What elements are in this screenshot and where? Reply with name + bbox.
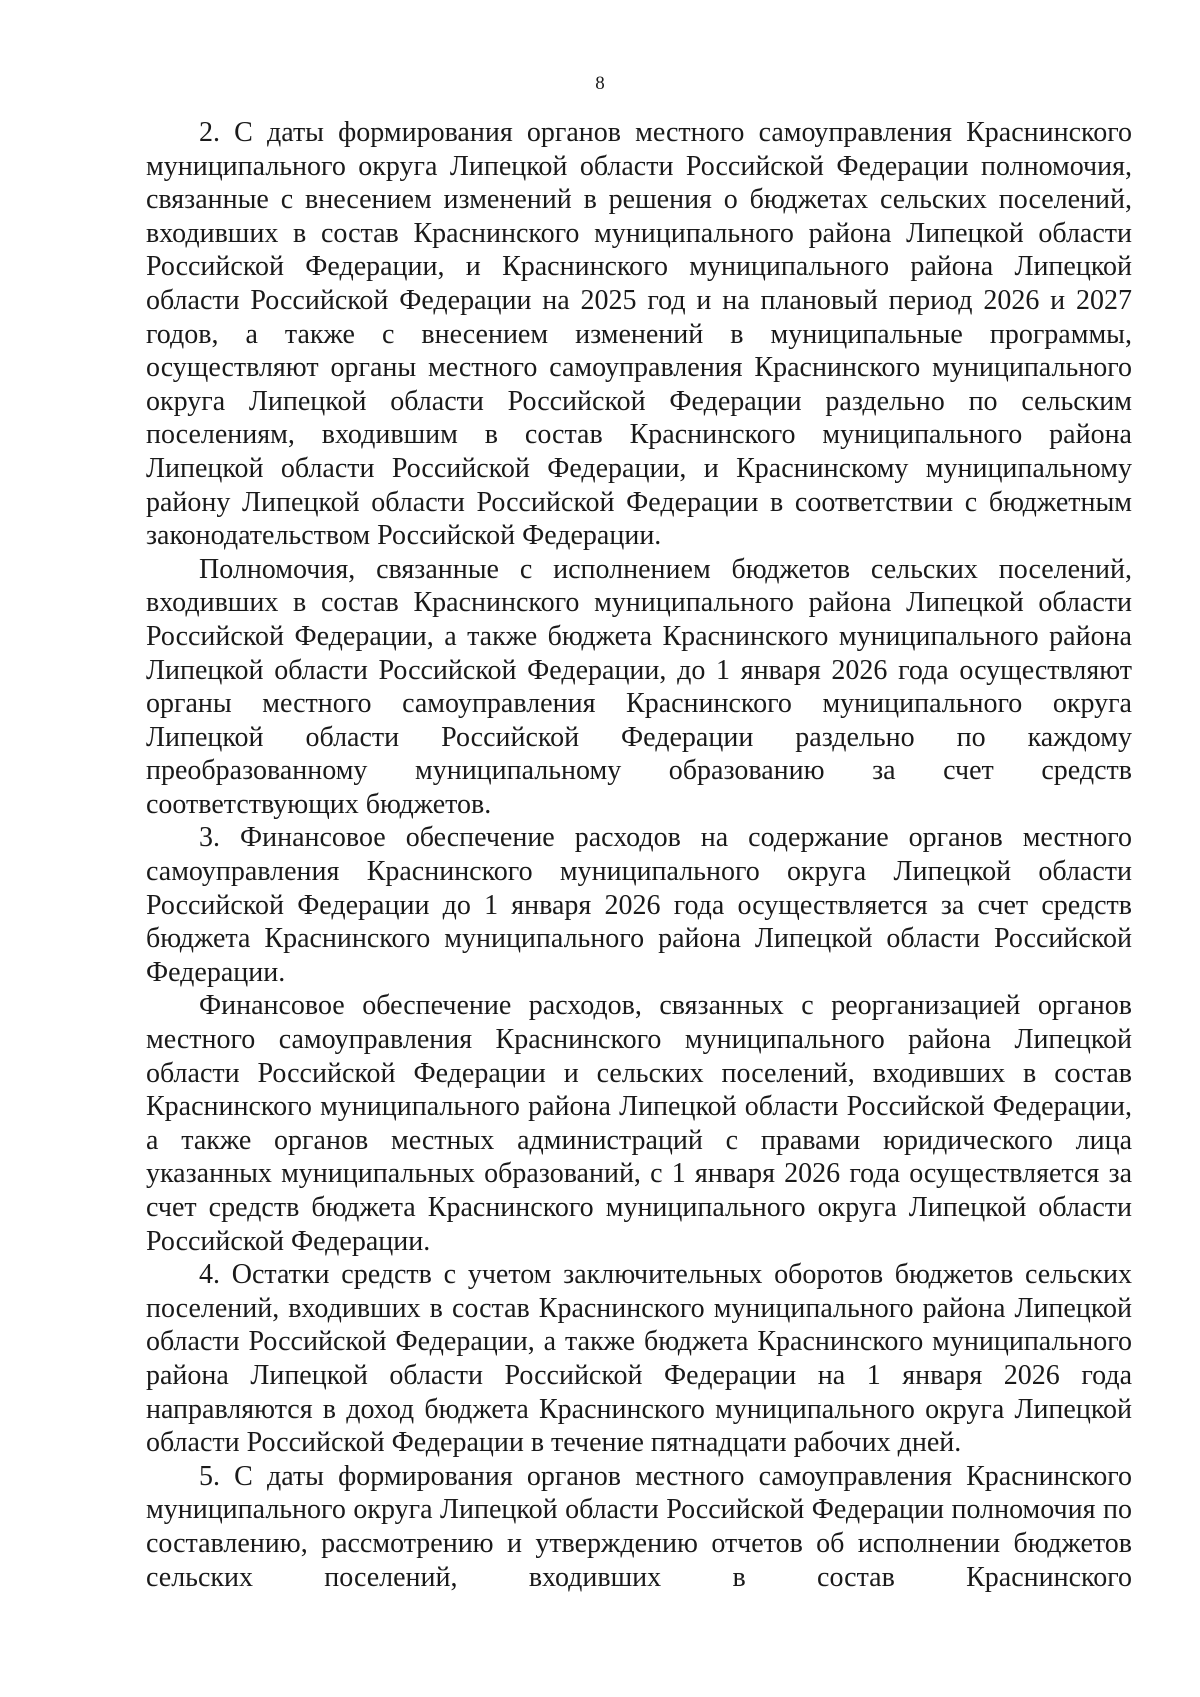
page-number: 8 <box>595 73 605 94</box>
paragraph-3: 3. Финансовое обеспечение расходов на содержание органов местного самоуправления Краснинского муниципального округа Липецкой области Российской Федерации до 1 января 2026 года осуществляется за счет средств бюджета Краснинского муниципального района Липецкой области Российской Федерации. <box>146 822 1132 988</box>
paragraph-2: 2. С даты формирования органов местного самоуправления Краснинского муниципального округа Липецкой области Российской Федерации полномочия, связанные с внесением изменений в решения о бюджетах сельских поселений, входивших в состав Краснинского муниципального района Липецкой области Российской Федерации, и Краснинского муниципального района Липецкой области Российской Федерации на 2025 год и на плановый период 2026 и 2027 годов, а также с внесением изменений в муниципальные программы, осуществляют органы местного самоуправления Краснинского муниципального округа Липецкой области Российской Федерации раздельно по сельским поселениям, входившим в состав Краснинского муниципального района Липецкой области Российской Федерации, и Краснинскому муниципальному району Липецкой области Российской Федерации в соответствии с бюджетным законодательством Российской Федерации. <box>146 117 1132 552</box>
paragraph-2-continued: Полномочия, связанные с исполнением бюджетов сельских поселений, входивших в состав Краснинского муниципального района Липецкой области Российской Федерации, а также бюджета Краснинского муниципального района Липецкой области Российской Федерации, до 1 января 2026 года осуществляют органы местного самоуправления Краснинского муниципального округа Липецкой области Российской Федерации раздельно по каждому преобразованному муниципальному образованию за счет средств соответствующих бюджетов. <box>146 553 1132 820</box>
document-body <box>146 116 1132 1594</box>
paragraph-3-continued: Финансовое обеспечение расходов, связанных с реорганизацией органов местного самоуправления Краснинского муниципального района Липецкой области Российской Федерации и сельских поселений, входивших в состав Краснинского муниципального района Липецкой области Российской Федерации, а также органов местных администраций с правами юридического лица указанных муниципальных образований, с 1 января 2026 года осуществляется за счет средств бюджета Краснинского муниципального округа Липецкой области Российской Федерации. <box>146 990 1132 1257</box>
paragraph-5: 5. С даты формирования органов местного самоуправления Краснинского муниципального округа Липецкой области Российской Федерации полномочия по составлению, рассмотрению и утверждению отчетов об исполнении бюджетов сельских поселений, входивших в состав Краснинского <box>146 1460 1132 1593</box>
paragraph-4: 4. Остатки средств с учетом заключительных оборотов бюджетов сельских поселений, входивших в состав Краснинского муниципального района Липецкой области Российской Федерации, а также бюджета Краснинского муниципального района Липецкой области Российской Федерации на 1 января 2026 года направляются в доход бюджета Краснинского муниципального округа Липецкой области Российской Федерации в течение пятнадцати рабочих дней. <box>146 1259 1132 1459</box>
